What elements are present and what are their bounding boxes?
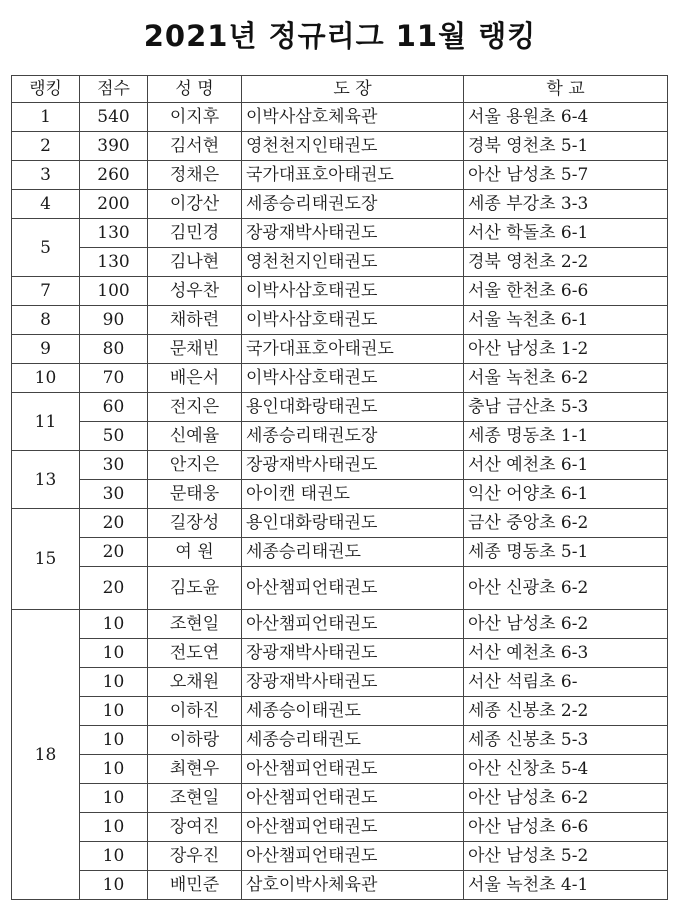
rank-cell: 15 bbox=[12, 509, 80, 610]
rank-cell: 18 bbox=[12, 610, 80, 900]
table-row bbox=[12, 132, 668, 161]
school-cell: 경북 영천초 2-2 bbox=[464, 248, 668, 277]
table-row bbox=[12, 871, 668, 900]
dojo-cell: 아산챔피언태권도 bbox=[242, 567, 464, 610]
name-cell: 이하진 bbox=[148, 697, 242, 726]
table-row bbox=[12, 364, 668, 393]
name-cell: 문태웅 bbox=[148, 480, 242, 509]
table-row bbox=[12, 610, 668, 639]
score-cell: 200 bbox=[80, 190, 148, 219]
school-cell: 세종 명동초 1-1 bbox=[464, 422, 668, 451]
table-row bbox=[12, 103, 668, 132]
header-score: 점수 bbox=[80, 76, 148, 103]
table-row bbox=[12, 277, 668, 306]
name-cell: 신예율 bbox=[148, 422, 242, 451]
header-rank: 랭킹 bbox=[12, 76, 80, 103]
score-cell: 100 bbox=[80, 277, 148, 306]
school-cell: 아산 남성초 1-2 bbox=[464, 335, 668, 364]
score-cell: 10 bbox=[80, 842, 148, 871]
school-cell: 세종 명동초 5-1 bbox=[464, 538, 668, 567]
dojo-cell: 세종승리태권도 bbox=[242, 726, 464, 755]
page-title: 2021년 정규리그 11월 랭킹 bbox=[143, 19, 537, 53]
name-cell: 김서현 bbox=[148, 132, 242, 161]
name-cell: 조현일 bbox=[148, 610, 242, 639]
rank-cell: 2 bbox=[12, 132, 80, 161]
score-cell: 10 bbox=[80, 726, 148, 755]
ranking-body bbox=[12, 103, 668, 900]
name-cell: 정채은 bbox=[148, 161, 242, 190]
table-row bbox=[12, 697, 668, 726]
score-cell: 10 bbox=[80, 784, 148, 813]
score-cell: 20 bbox=[80, 567, 148, 610]
score-cell: 10 bbox=[80, 697, 148, 726]
name-cell: 오채원 bbox=[148, 668, 242, 697]
name-cell: 김민경 bbox=[148, 219, 242, 248]
dojo-cell: 세종승리태권도장 bbox=[242, 190, 464, 219]
dojo-cell: 아산챔피언태권도 bbox=[242, 842, 464, 871]
table-row bbox=[12, 451, 668, 480]
dojo-cell: 용인대화랑태권도 bbox=[242, 393, 464, 422]
name-cell: 김도윤 bbox=[148, 567, 242, 610]
school-cell: 금산 중앙초 6-2 bbox=[464, 509, 668, 538]
dojo-cell: 아이캔 태권도 bbox=[242, 480, 464, 509]
dojo-cell: 이박사삼호태권도 bbox=[242, 306, 464, 335]
table-row bbox=[12, 219, 668, 248]
table-row bbox=[12, 393, 668, 422]
table-row bbox=[12, 509, 668, 538]
school-cell: 경북 영천초 5-1 bbox=[464, 132, 668, 161]
school-cell: 세종 신봉초 2-2 bbox=[464, 697, 668, 726]
score-cell: 30 bbox=[80, 451, 148, 480]
dojo-cell: 아산챔피언태권도 bbox=[242, 784, 464, 813]
table-row bbox=[12, 480, 668, 509]
name-cell: 이지후 bbox=[148, 103, 242, 132]
table-row bbox=[12, 422, 668, 451]
table-row bbox=[12, 842, 668, 871]
dojo-cell: 아산챔피언태권도 bbox=[242, 755, 464, 784]
name-cell: 전지은 bbox=[148, 393, 242, 422]
score-cell: 20 bbox=[80, 509, 148, 538]
header-row bbox=[12, 76, 668, 103]
dojo-cell: 이박사삼호태권도 bbox=[242, 364, 464, 393]
dojo-cell: 영천천지인태권도 bbox=[242, 248, 464, 277]
name-cell: 이하랑 bbox=[148, 726, 242, 755]
name-cell: 이강산 bbox=[148, 190, 242, 219]
table-row bbox=[12, 190, 668, 219]
name-cell: 배은서 bbox=[148, 364, 242, 393]
dojo-cell: 세종승리태권도 bbox=[242, 538, 464, 567]
table-row bbox=[12, 248, 668, 277]
school-cell: 아산 남성초 5-2 bbox=[464, 842, 668, 871]
dojo-cell: 용인대화랑태권도 bbox=[242, 509, 464, 538]
score-cell: 130 bbox=[80, 219, 148, 248]
table-row bbox=[12, 567, 668, 610]
table-row bbox=[12, 306, 668, 335]
dojo-cell: 이박사삼호태권도 bbox=[242, 277, 464, 306]
name-cell: 장우진 bbox=[148, 842, 242, 871]
name-cell: 전도연 bbox=[148, 639, 242, 668]
score-cell: 10 bbox=[80, 755, 148, 784]
school-cell: 서산 학돌초 6-1 bbox=[464, 219, 668, 248]
name-cell: 김나현 bbox=[148, 248, 242, 277]
table-row bbox=[12, 538, 668, 567]
dojo-cell: 장광재박사태권도 bbox=[242, 451, 464, 480]
header-school: 학 교 bbox=[464, 76, 668, 103]
school-cell: 아산 신창초 5-4 bbox=[464, 755, 668, 784]
dojo-cell: 영천천지인태권도 bbox=[242, 132, 464, 161]
name-cell: 최현우 bbox=[148, 755, 242, 784]
table-row bbox=[12, 726, 668, 755]
score-cell: 10 bbox=[80, 668, 148, 697]
rank-cell: 3 bbox=[12, 161, 80, 190]
name-cell: 여 원 bbox=[148, 538, 242, 567]
table-row bbox=[12, 668, 668, 697]
dojo-cell: 아산챔피언태권도 bbox=[242, 610, 464, 639]
table-row bbox=[12, 335, 668, 364]
score-cell: 80 bbox=[80, 335, 148, 364]
score-cell: 50 bbox=[80, 422, 148, 451]
school-cell: 서울 녹천초 4-1 bbox=[464, 871, 668, 900]
table-row bbox=[12, 784, 668, 813]
dojo-cell: 장광재박사태권도 bbox=[242, 639, 464, 668]
name-cell: 장여진 bbox=[148, 813, 242, 842]
school-cell: 아산 남성초 6-2 bbox=[464, 610, 668, 639]
rank-cell: 4 bbox=[12, 190, 80, 219]
dojo-cell: 국가대표호아태권도 bbox=[242, 335, 464, 364]
score-cell: 20 bbox=[80, 538, 148, 567]
school-cell: 익산 어양초 6-1 bbox=[464, 480, 668, 509]
ranking-table bbox=[11, 75, 668, 900]
header-name: 성 명 bbox=[148, 76, 242, 103]
school-cell: 아산 남성초 6-2 bbox=[464, 784, 668, 813]
rank-cell: 7 bbox=[12, 277, 80, 306]
score-cell: 30 bbox=[80, 480, 148, 509]
table-row bbox=[12, 813, 668, 842]
rank-cell: 9 bbox=[12, 335, 80, 364]
dojo-cell: 세종승이태권도 bbox=[242, 697, 464, 726]
dojo-cell: 장광재박사태권도 bbox=[242, 668, 464, 697]
dojo-cell: 삼호이박사체육관 bbox=[242, 871, 464, 900]
score-cell: 10 bbox=[80, 639, 148, 668]
name-cell: 배민준 bbox=[148, 871, 242, 900]
school-cell: 서울 용원초 6-4 bbox=[464, 103, 668, 132]
school-cell: 세종 신봉초 5-3 bbox=[464, 726, 668, 755]
score-cell: 10 bbox=[80, 813, 148, 842]
school-cell: 세종 부강초 3-3 bbox=[464, 190, 668, 219]
school-cell: 서울 녹천초 6-2 bbox=[464, 364, 668, 393]
name-cell: 조현일 bbox=[148, 784, 242, 813]
score-cell: 130 bbox=[80, 248, 148, 277]
score-cell: 90 bbox=[80, 306, 148, 335]
dojo-cell: 국가대표호아태권도 bbox=[242, 161, 464, 190]
score-cell: 260 bbox=[80, 161, 148, 190]
name-cell: 안지은 bbox=[148, 451, 242, 480]
table-row bbox=[12, 639, 668, 668]
school-cell: 서산 예천초 6-1 bbox=[464, 451, 668, 480]
dojo-cell: 이박사삼호체육관 bbox=[242, 103, 464, 132]
school-cell: 충남 금산초 5-3 bbox=[464, 393, 668, 422]
score-cell: 60 bbox=[80, 393, 148, 422]
dojo-cell: 세종승리태권도장 bbox=[242, 422, 464, 451]
table-row bbox=[12, 755, 668, 784]
school-cell: 아산 남성초 5-7 bbox=[464, 161, 668, 190]
rank-cell: 5 bbox=[12, 219, 80, 277]
table-row bbox=[12, 161, 668, 190]
school-cell: 서울 한천초 6-6 bbox=[464, 277, 668, 306]
rank-cell: 11 bbox=[12, 393, 80, 451]
school-cell: 서산 예천초 6-3 bbox=[464, 639, 668, 668]
school-cell: 아산 남성초 6-6 bbox=[464, 813, 668, 842]
score-cell: 10 bbox=[80, 871, 148, 900]
name-cell: 채하련 bbox=[148, 306, 242, 335]
name-cell: 길장성 bbox=[148, 509, 242, 538]
score-cell: 390 bbox=[80, 132, 148, 161]
school-cell: 서울 녹천초 6-1 bbox=[464, 306, 668, 335]
header-dojo: 도 장 bbox=[242, 76, 464, 103]
dojo-cell: 아산챔피언태권도 bbox=[242, 813, 464, 842]
rank-cell: 1 bbox=[12, 103, 80, 132]
score-cell: 10 bbox=[80, 610, 148, 639]
dojo-cell: 장광재박사태권도 bbox=[242, 219, 464, 248]
rank-cell: 10 bbox=[12, 364, 80, 393]
name-cell: 문채빈 bbox=[148, 335, 242, 364]
rank-cell: 8 bbox=[12, 306, 80, 335]
score-cell: 70 bbox=[80, 364, 148, 393]
school-cell: 아산 신광초 6-2 bbox=[464, 567, 668, 610]
score-cell: 540 bbox=[80, 103, 148, 132]
name-cell: 성우찬 bbox=[148, 277, 242, 306]
school-cell: 서산 석림초 6- bbox=[464, 668, 668, 697]
rank-cell: 13 bbox=[12, 451, 80, 509]
